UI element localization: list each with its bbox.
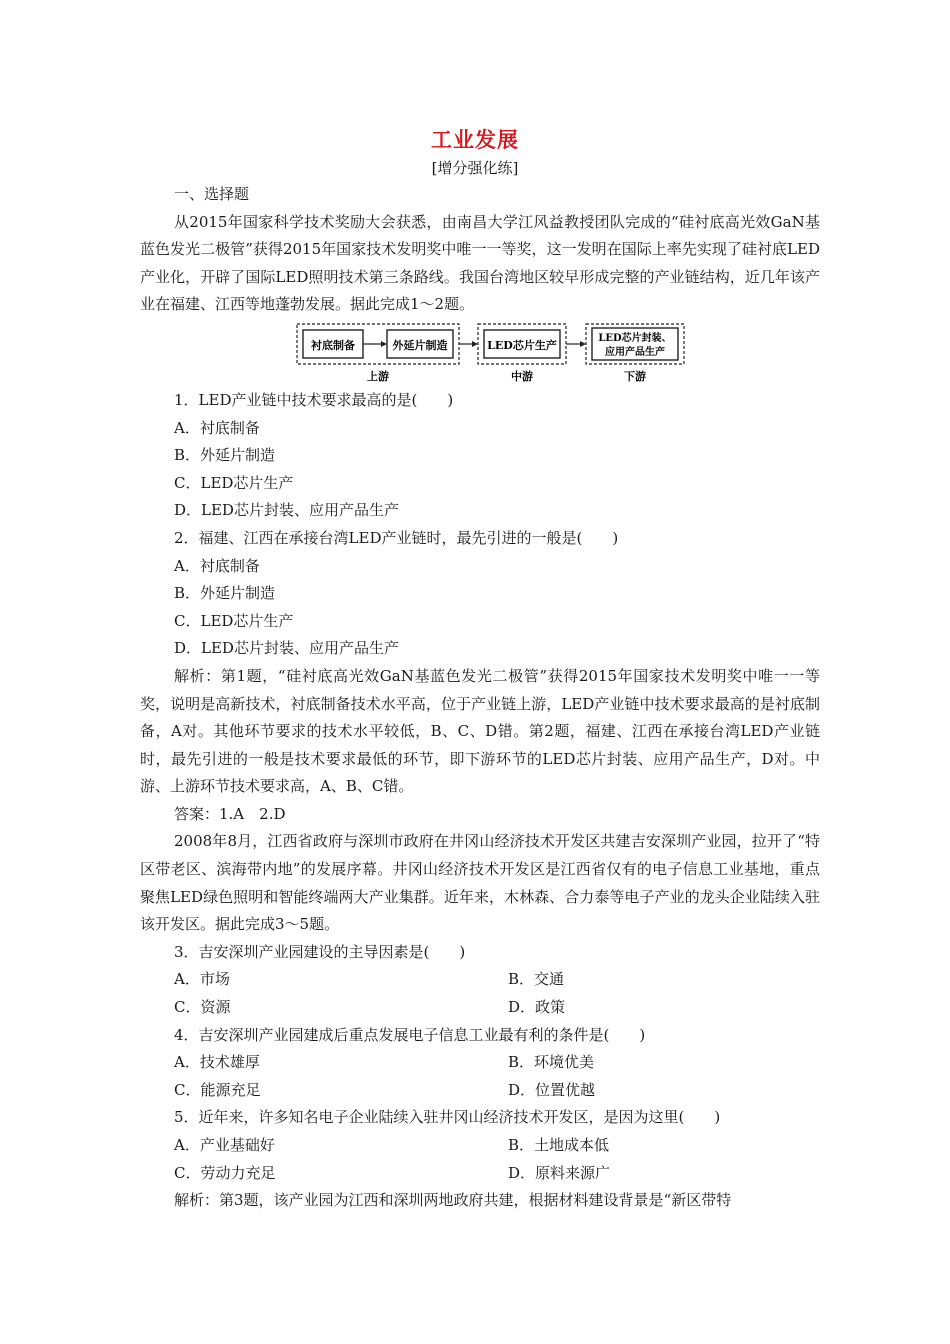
- industry-chain-svg: [296, 323, 686, 385]
- arrow-2-head: [472, 341, 478, 347]
- question-3-option-d: D．政策: [508, 998, 566, 1017]
- question-3-option-c: C．资源: [174, 998, 231, 1017]
- question-2-stem: 2．福建、江西在承接台湾LED产业链时，最先引进的一般是( ): [174, 528, 619, 547]
- question-5-option-c: C．劳动力充足: [174, 1163, 276, 1182]
- box-package-label-2: 应用产品生产: [605, 346, 665, 358]
- downstream-label: 下游: [624, 369, 646, 383]
- analysis-1: 解析：第1题，“硅衬底高光效GaN基蓝色发光二极管”获得2015年国家技术发明奖中唯一一等奖，说明是高新技术，衬底制备技术水平高，位于产业链上游，LED产业链中技术要求最高的是衬底制备，A对。其他环节要求的技术水平较低，B、C、D错。第2题，福建、江西在承接台湾LED产业链时，最先引进的一般是技术要求最低的环节，即下游环节的LED芯片封装、应用产品生产，D对。中游、上游环节技术要求高，A、B、C错。: [140, 666, 820, 796]
- question-4-option-a: A．技术雄厚: [174, 1053, 260, 1072]
- question-1-option-b: B．外延片制造: [174, 446, 276, 465]
- question-3-options-row-1: [140, 966, 820, 994]
- question-1-option-d: D．LED芯片封装、应用产品生产: [174, 501, 399, 520]
- question-4-options-row-1: [140, 1049, 820, 1077]
- question-2-option-a: A．衬底制备: [174, 556, 260, 575]
- page-subtitle: [增分强化练]: [431, 159, 519, 177]
- question-3-stem: 3．吉安深圳产业园建设的主导因素是( ): [174, 942, 466, 961]
- downstream-group: [586, 324, 684, 364]
- question-4-option-d: D．位置优越: [508, 1080, 596, 1099]
- arrow-3-head: [580, 341, 586, 347]
- question-5-options-row-1: [140, 1132, 820, 1160]
- question-4-option-b: B．环境优美: [508, 1053, 595, 1072]
- question-5-option-a: A．产业基础好: [174, 1136, 275, 1154]
- question-3-option-b: B．交通: [508, 970, 565, 989]
- question-5-option-b: B．土地成本低: [508, 1136, 610, 1154]
- arrow-1-head: [381, 341, 387, 347]
- industry-chain-diagram: [140, 319, 820, 387]
- question-2-option-c: C．LED芯片生产: [174, 611, 294, 630]
- section-heading: 一、选择题: [174, 185, 250, 203]
- box-epitaxy-label: 外延片制造: [392, 338, 448, 352]
- box-chip-label: LED芯片生产: [487, 338, 557, 352]
- question-5-option-d: D．原料来源广: [508, 1163, 611, 1182]
- question-4-option-c: C．能源充足: [174, 1080, 261, 1099]
- box-package-label-1: LED芯片封装、: [598, 332, 672, 344]
- question-2-option-d: D．LED芯片封装、应用产品生产: [174, 639, 399, 658]
- analysis-2: 解析：第3题，该产业园为江西和深圳两地政府共建，根据材料建设背景是“新区带特: [174, 1191, 732, 1210]
- document-body: [140, 181, 820, 1215]
- upstream-label: 上游: [367, 369, 389, 383]
- midstream-label: 中游: [511, 369, 533, 383]
- question-3-option-a: A．市场: [174, 970, 230, 989]
- question-4-options-row-2: [140, 1077, 820, 1105]
- question-5-options-row-2: [140, 1160, 820, 1188]
- answer-1: 答案：1.A 2.D: [174, 804, 286, 823]
- question-1-option-c: C．LED芯片生产: [174, 473, 294, 492]
- question-3-options-row-2: [140, 994, 820, 1022]
- passage-2: 2008年8月，江西省政府与深圳市政府在井冈山经济技术开发区共建吉安深圳产业园，拉开了“特区带老区、滨海带内地”的发展序幕。井冈山经济技术开发区是江西省仅有的电子信息工业基地，重点聚焦LED绿色照明和智能终端两大产业集群。近年来，木林森、合力泰等电子产业的龙头企业陆续入驻该开发区。据此完成3～5题。: [140, 832, 820, 934]
- question-4-stem: 4．吉安深圳产业园建成后重点发展电子信息工业最有利的条件是( ): [174, 1025, 646, 1044]
- page-title: 工业发展: [431, 128, 519, 152]
- question-2-option-b: B．外延片制造: [174, 584, 276, 603]
- question-1-stem: 1．LED产业链中技术要求最高的是( ): [174, 390, 454, 409]
- box-substrate-label: 衬底制备: [311, 338, 355, 352]
- question-5-stem: 5．近年来，许多知名电子企业陆续入驻井冈山经济技术开发区，是因为这里( ): [174, 1108, 721, 1127]
- question-1-option-a: A．衬底制备: [174, 418, 260, 437]
- passage-1: 从2015年国家科学技术奖励大会获悉，由南昌大学江风益教授团队完成的“硅衬底高光效GaN基蓝色发光二极管”获得2015年国家技术发明奖中唯一一等奖，这一发明在国际上率先实现了硅衬底LED产业化，开辟了国际LED照明技术第三条路线。我国台湾地区较早形成完整的产业链结构，近几年该产业在福建、江西等地蓬勃发展。据此完成1～2题。: [140, 212, 820, 314]
